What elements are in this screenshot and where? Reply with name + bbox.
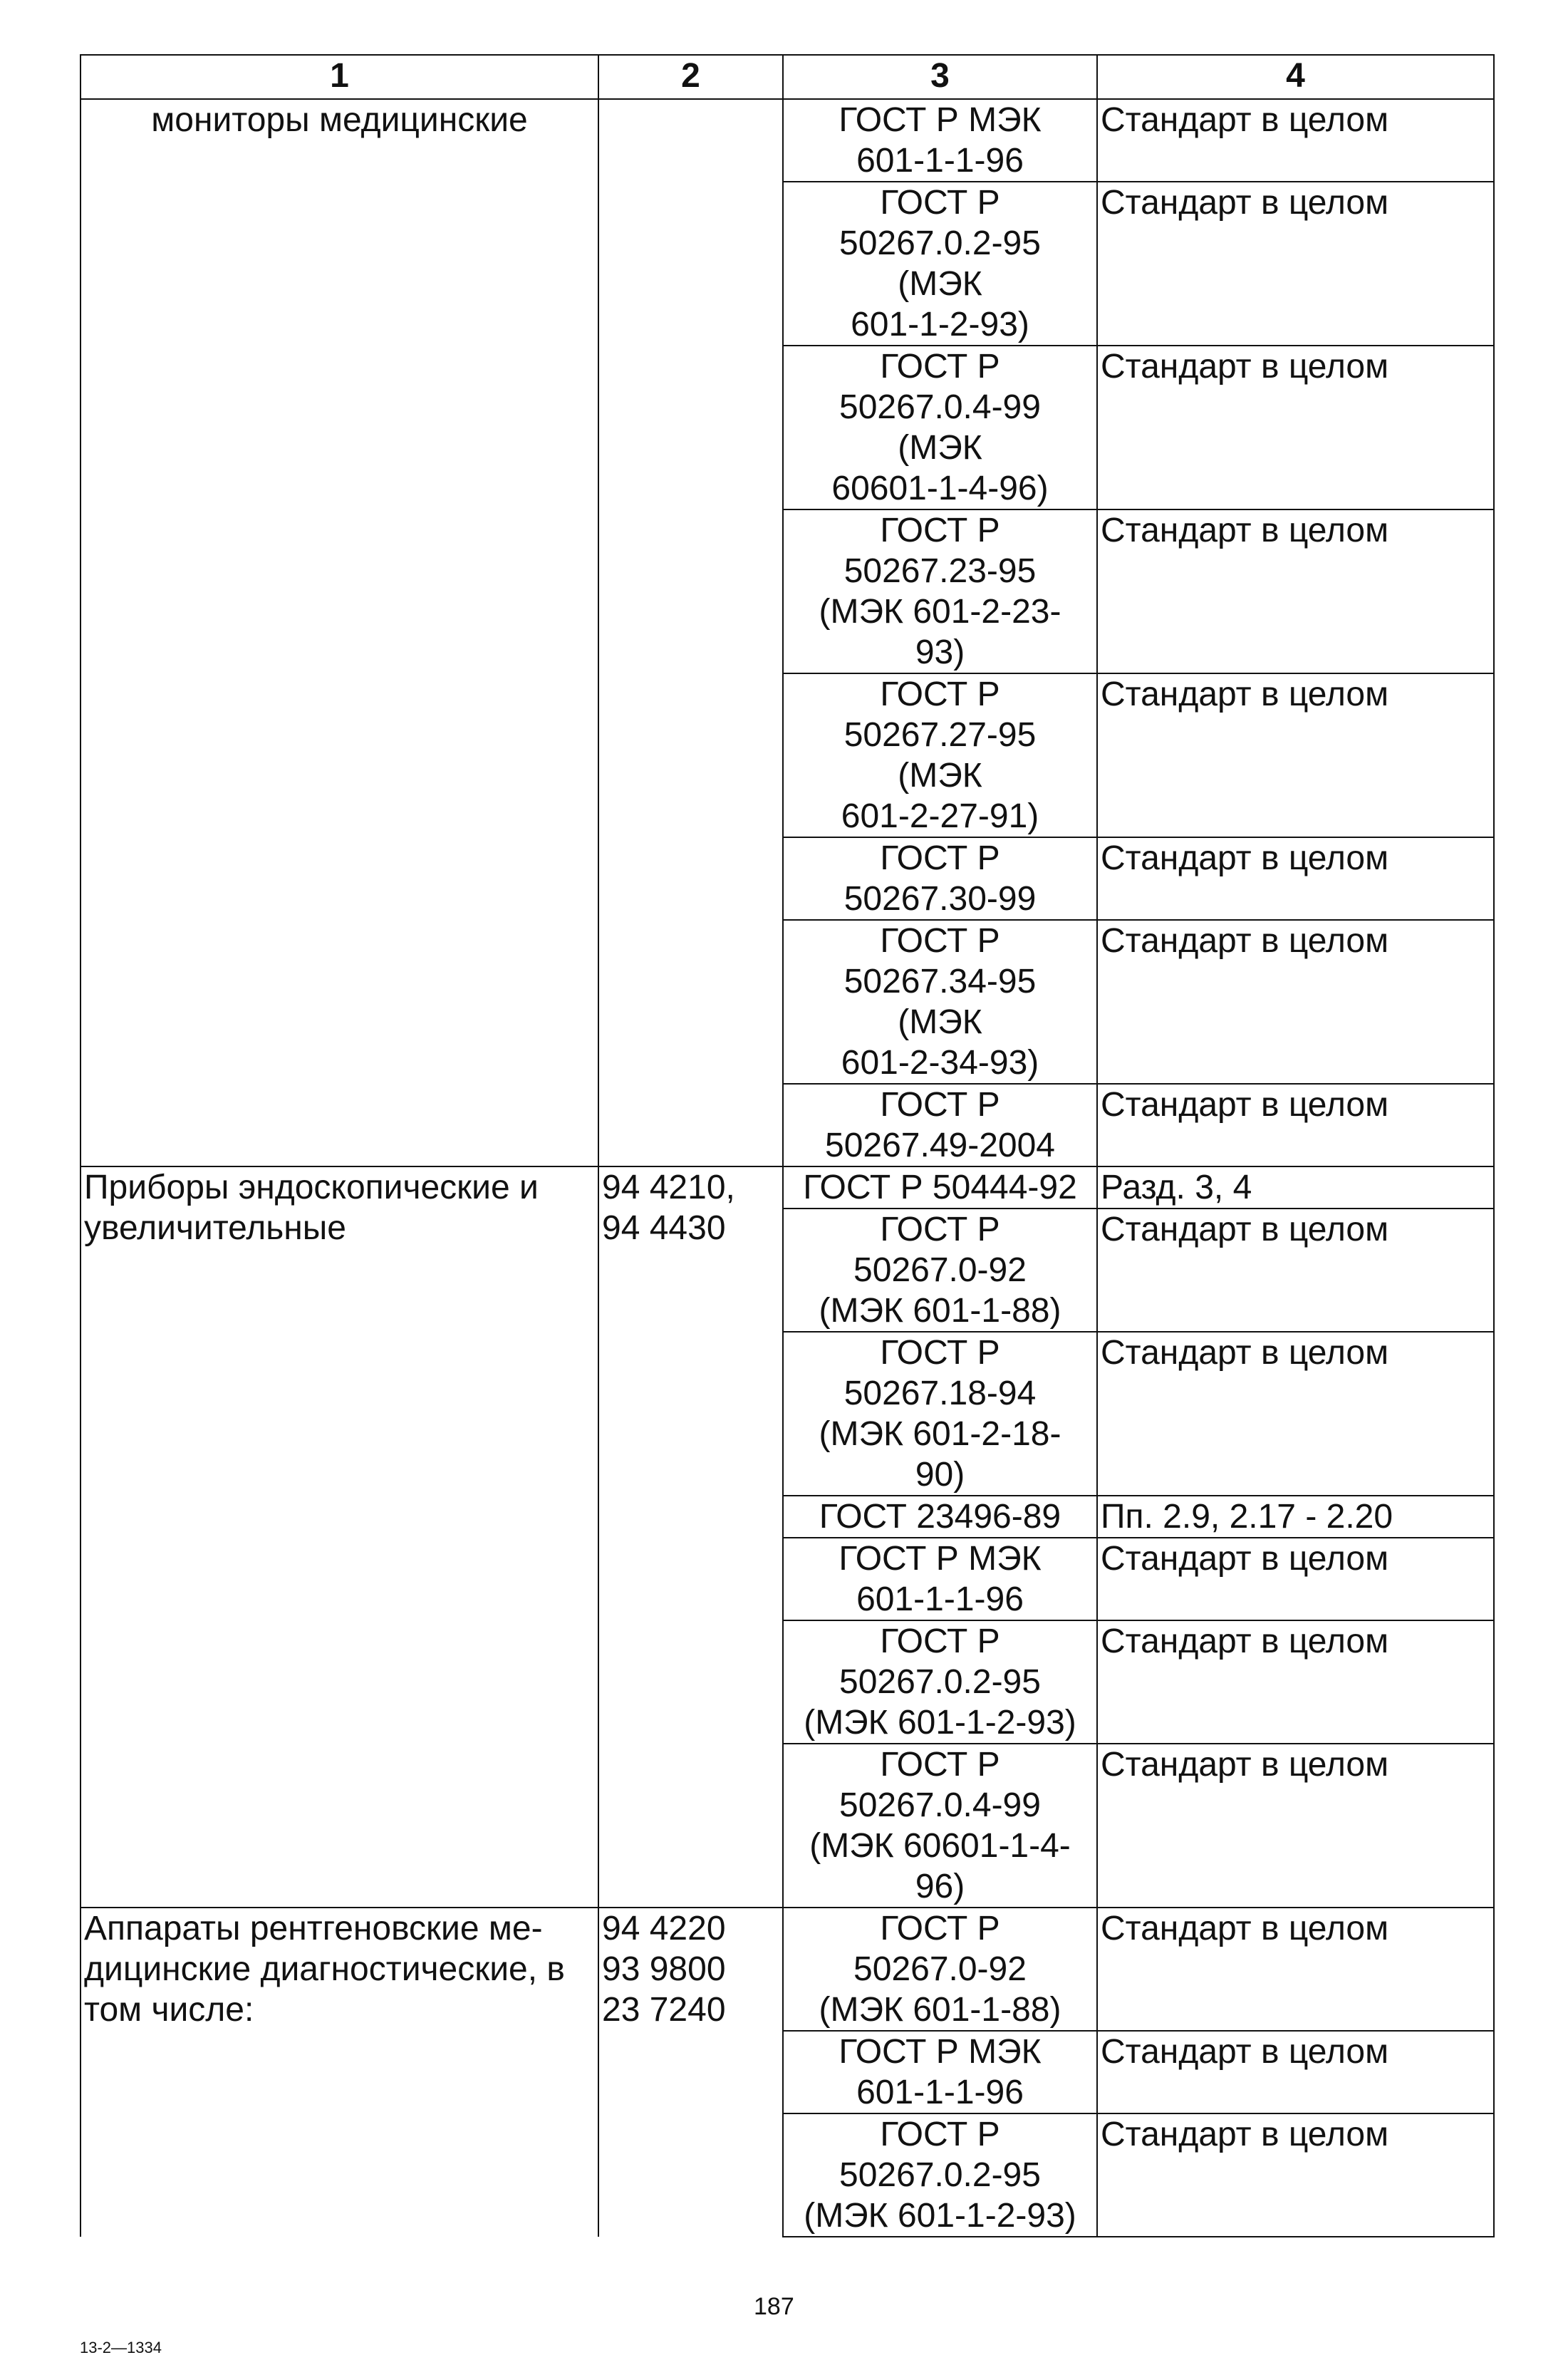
standard-scope: Стандарт в целом xyxy=(1097,1908,1494,2031)
standards-table xyxy=(80,54,1495,2237)
product-group-name: мониторы медицинские xyxy=(81,99,598,1166)
standard-scope: Стандарт в целом xyxy=(1097,1744,1494,1908)
standard-document: ГОСТ Р 50267.30-99 xyxy=(783,837,1097,920)
standard-document: ГОСТ Р 50267.0-92 (МЭК 601-1-88) xyxy=(783,1209,1097,1332)
header-row xyxy=(81,55,1494,99)
standard-scope: Стандарт в целом xyxy=(1097,99,1494,182)
standard-document: ГОСТ Р 50267.27-95 (МЭК 601-2-27-91) xyxy=(783,673,1097,837)
header-col-1: 1 xyxy=(81,55,598,99)
page-number: 187 xyxy=(754,2293,794,2320)
standard-document: ГОСТ Р 50267.34-95 (МЭК 601-2-34-93) xyxy=(783,920,1097,1084)
standard-document: ГОСТ Р МЭК 601-1-1-96 xyxy=(783,2031,1097,2113)
standard-document: ГОСТ 23496-89 xyxy=(783,1496,1097,1538)
product-group-name: Приборы эндоскопические и увеличительные xyxy=(81,1166,598,1908)
standard-scope: Стандарт в целом xyxy=(1097,920,1494,1084)
standard-scope: Стандарт в целом xyxy=(1097,346,1494,509)
standard-document: ГОСТ Р 50267.18-94 (МЭК 601-2-18- 90) xyxy=(783,1332,1097,1496)
table-body xyxy=(81,99,1494,2237)
standard-document: ГОСТ Р 50267.23-95 (МЭК 601-2-23- 93) xyxy=(783,509,1097,673)
standard-scope: Стандарт в целом xyxy=(1097,837,1494,920)
table-row xyxy=(81,1166,1494,1209)
product-codes xyxy=(598,99,783,1166)
print-code: 13-2—1334 xyxy=(80,2339,162,2356)
standard-scope: Стандарт в целом xyxy=(1097,1084,1494,1166)
header-col-3: 3 xyxy=(783,55,1097,99)
standard-scope: Разд. 3, 4 xyxy=(1097,1166,1494,1209)
standard-scope: Стандарт в целом xyxy=(1097,182,1494,346)
standard-scope: Стандарт в целом xyxy=(1097,509,1494,673)
standard-document: ГОСТ Р 50267.0.4-99 (МЭК 60601-1-4- 96) xyxy=(783,1744,1097,1908)
header-col-2: 2 xyxy=(598,55,783,99)
standard-scope: Стандарт в целом xyxy=(1097,673,1494,837)
standard-scope: Стандарт в целом xyxy=(1097,1620,1494,1744)
standard-scope: Стандарт в целом xyxy=(1097,2113,1494,2237)
standards-table-page xyxy=(80,54,1493,2238)
standard-document: ГОСТ Р 50267.0.2-95 (МЭК 601-1-2-93) xyxy=(783,182,1097,346)
standard-document: ГОСТ Р МЭК 601-1-1-96 xyxy=(783,1538,1097,1620)
product-codes: 94 4210, 94 4430 xyxy=(598,1166,783,1908)
standard-document: ГОСТ Р 50267.0-92 (МЭК 601-1-88) xyxy=(783,1908,1097,2031)
standard-document: ГОСТ Р 50267.0.4-99 (МЭК 60601-1-4-96) xyxy=(783,346,1097,509)
standard-document: ГОСТ Р 50444-92 xyxy=(783,1166,1097,1209)
standard-scope: Стандарт в целом xyxy=(1097,1538,1494,1620)
product-codes: 94 4220 93 9800 23 7240 xyxy=(598,1908,783,2237)
standard-document: ГОСТ Р МЭК 601-1-1-96 xyxy=(783,99,1097,182)
standard-document: ГОСТ Р 50267.0.2-95 (МЭК 601-1-2-93) xyxy=(783,2113,1097,2237)
standard-scope: Стандарт в целом xyxy=(1097,1332,1494,1496)
table-row xyxy=(81,1908,1494,2031)
table-row xyxy=(81,99,1494,182)
standard-scope: Пп. 2.9, 2.17 - 2.20 xyxy=(1097,1496,1494,1538)
standard-scope: Стандарт в целом xyxy=(1097,2031,1494,2113)
standard-document: ГОСТ Р 50267.49-2004 xyxy=(783,1084,1097,1166)
header-col-4: 4 xyxy=(1097,55,1494,99)
product-group-name: Аппараты рентгеновские ме- дицинские диагностические, в том числе: xyxy=(81,1908,598,2237)
standard-document: ГОСТ Р 50267.0.2-95 (МЭК 601-1-2-93) xyxy=(783,1620,1097,1744)
standard-scope: Стандарт в целом xyxy=(1097,1209,1494,1332)
